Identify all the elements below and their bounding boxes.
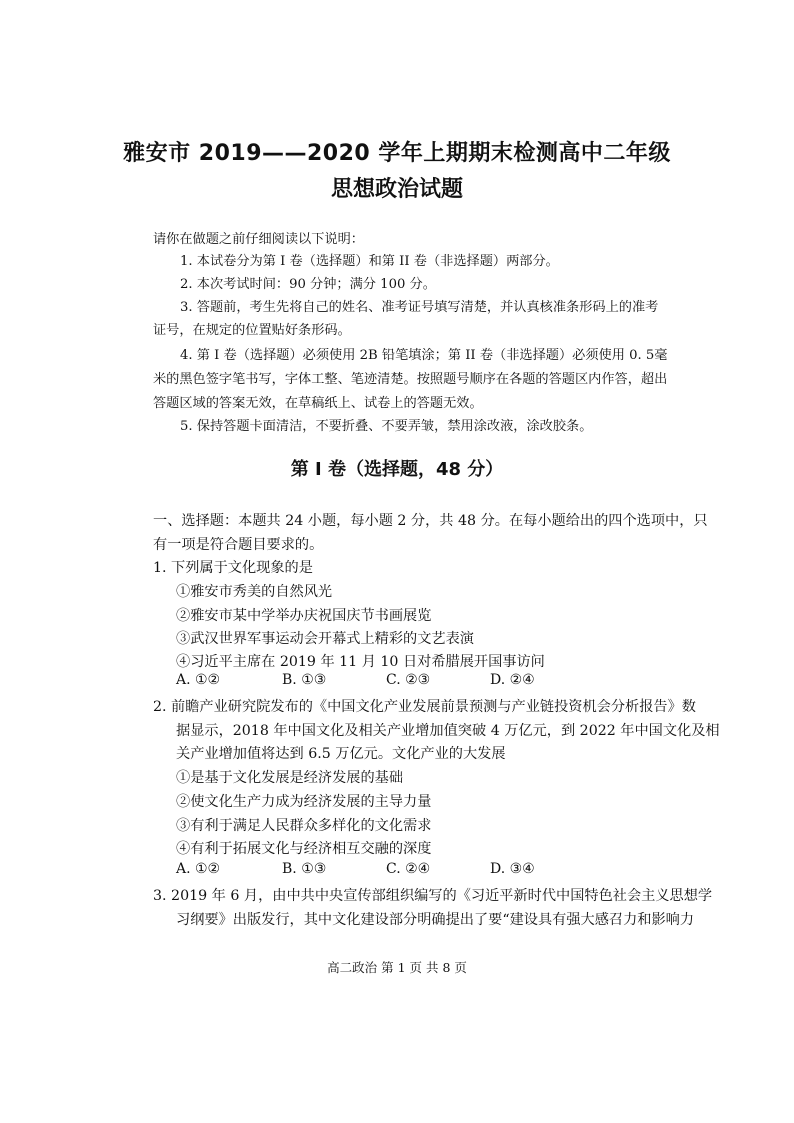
page-footer: 高二政治 第 1 页 共 8 页 (327, 960, 467, 975)
instruction-line: 1. 本试卷分为第 I 卷（选择题）和第 II 卷（非选择题）两部分。 (180, 254, 559, 269)
exam-title: 雅安市 2019——2020 学年上期期末检测高中二年级 (123, 141, 671, 166)
question-2-item: ③有利于满足人民群众多样化的文化需求 (176, 818, 432, 834)
question-1-option-c: C. ②③ (386, 672, 431, 688)
instruction-line: 3. 答题前，考生先将自己的姓名、准考证号填写清楚，并认真核准条形码上的准考 (180, 300, 659, 315)
exam-subtitle: 思想政治试题 (330, 177, 463, 202)
question-2-item: ④有利于拓展文化与经济相互交融的深度 (176, 841, 432, 857)
instructions-intro: 请你在做题之前仔细阅读以下说明： (153, 232, 364, 247)
question-2-item: ②使文化生产力成为经济发展的主导力量 (176, 794, 432, 810)
question-2-option-d: D. ③④ (490, 861, 535, 877)
instruction-line: 证号，在规定的位置贴好条形码。 (153, 323, 351, 338)
question-3-stem: 习纲要》出版发行，其中文化建设部分明确提出了要“建设具有强大感召力和影响力 (176, 912, 695, 928)
instruction-line: 5. 保持答题卡面清洁，不要折叠、不要弄皱，禁用涂改液，涂改胶条。 (180, 419, 593, 434)
section-intro: 一、选择题：本题共 24 小题，每小题 2 分，共 48 分。在每小题给出的四个选项中，只 (153, 513, 708, 529)
question-2-stem: 据显示，2018 年中国文化及相关产业增加值突破 4 万亿元，到 2022 年中国文化及相 (176, 723, 720, 739)
instruction-line: 米的黑色签字笔书写，字体工整、笔迹清楚。按照题号顺序在各题的答题区内作答，超出 (153, 372, 668, 387)
question-1-item: ②雅安市某中学举办庆祝国庆节书画展览 (176, 608, 432, 624)
question-1-option-d: D. ②④ (490, 672, 535, 688)
question-2-item: ①是基于文化发展是经济发展的基础 (176, 770, 404, 786)
section-intro: 有一项是符合题目要求的。 (153, 537, 324, 553)
question-1-stem: 1. 下列属于文化现象的是 (153, 560, 313, 576)
question-2-option-c: C. ②④ (386, 861, 431, 877)
section-title: 第 I 卷（选择题，48 分） (290, 459, 504, 480)
question-2-option-a: A. ①② (176, 861, 221, 877)
question-1-option-a: A. ①② (176, 672, 221, 688)
question-1-option-b: B. ①③ (282, 672, 327, 688)
question-2-stem: 2. 前瞻产业研究院发布的《中国文化产业发展前景预测与产业链投资机会分析报告》数 (153, 699, 696, 715)
question-2-option-b: B. ①③ (282, 861, 327, 877)
question-2-stem: 关产业增加值将达到 6.5 万亿元。文化产业的大发展 (176, 746, 506, 762)
instruction-line: 4. 第 I 卷（选择题）必须使用 2B 铅笔填涂；第 II 卷（非选择题）必须使用 0. 5毫 (180, 348, 668, 363)
question-1-item: ③武汉世界军事运动会开幕式上精彩的文艺表演 (176, 631, 474, 647)
instruction-line: 2. 本次考试时间：90 分钟；满分 100 分。 (180, 277, 436, 292)
instruction-line: 答题区域的答案无效，在草稿纸上、试卷上的答题无效。 (153, 396, 483, 411)
question-1-item: ④习近平主席在 2019 年 11 月 10 日对希腊展开国事访问 (176, 654, 545, 670)
question-3-stem: 3. 2019 年 6 月，由中共中央宣传部组织编写的《习近平新时代中国特色社会主义思想学 (153, 888, 713, 904)
question-1-item: ①雅安市秀美的自然风光 (176, 584, 333, 600)
